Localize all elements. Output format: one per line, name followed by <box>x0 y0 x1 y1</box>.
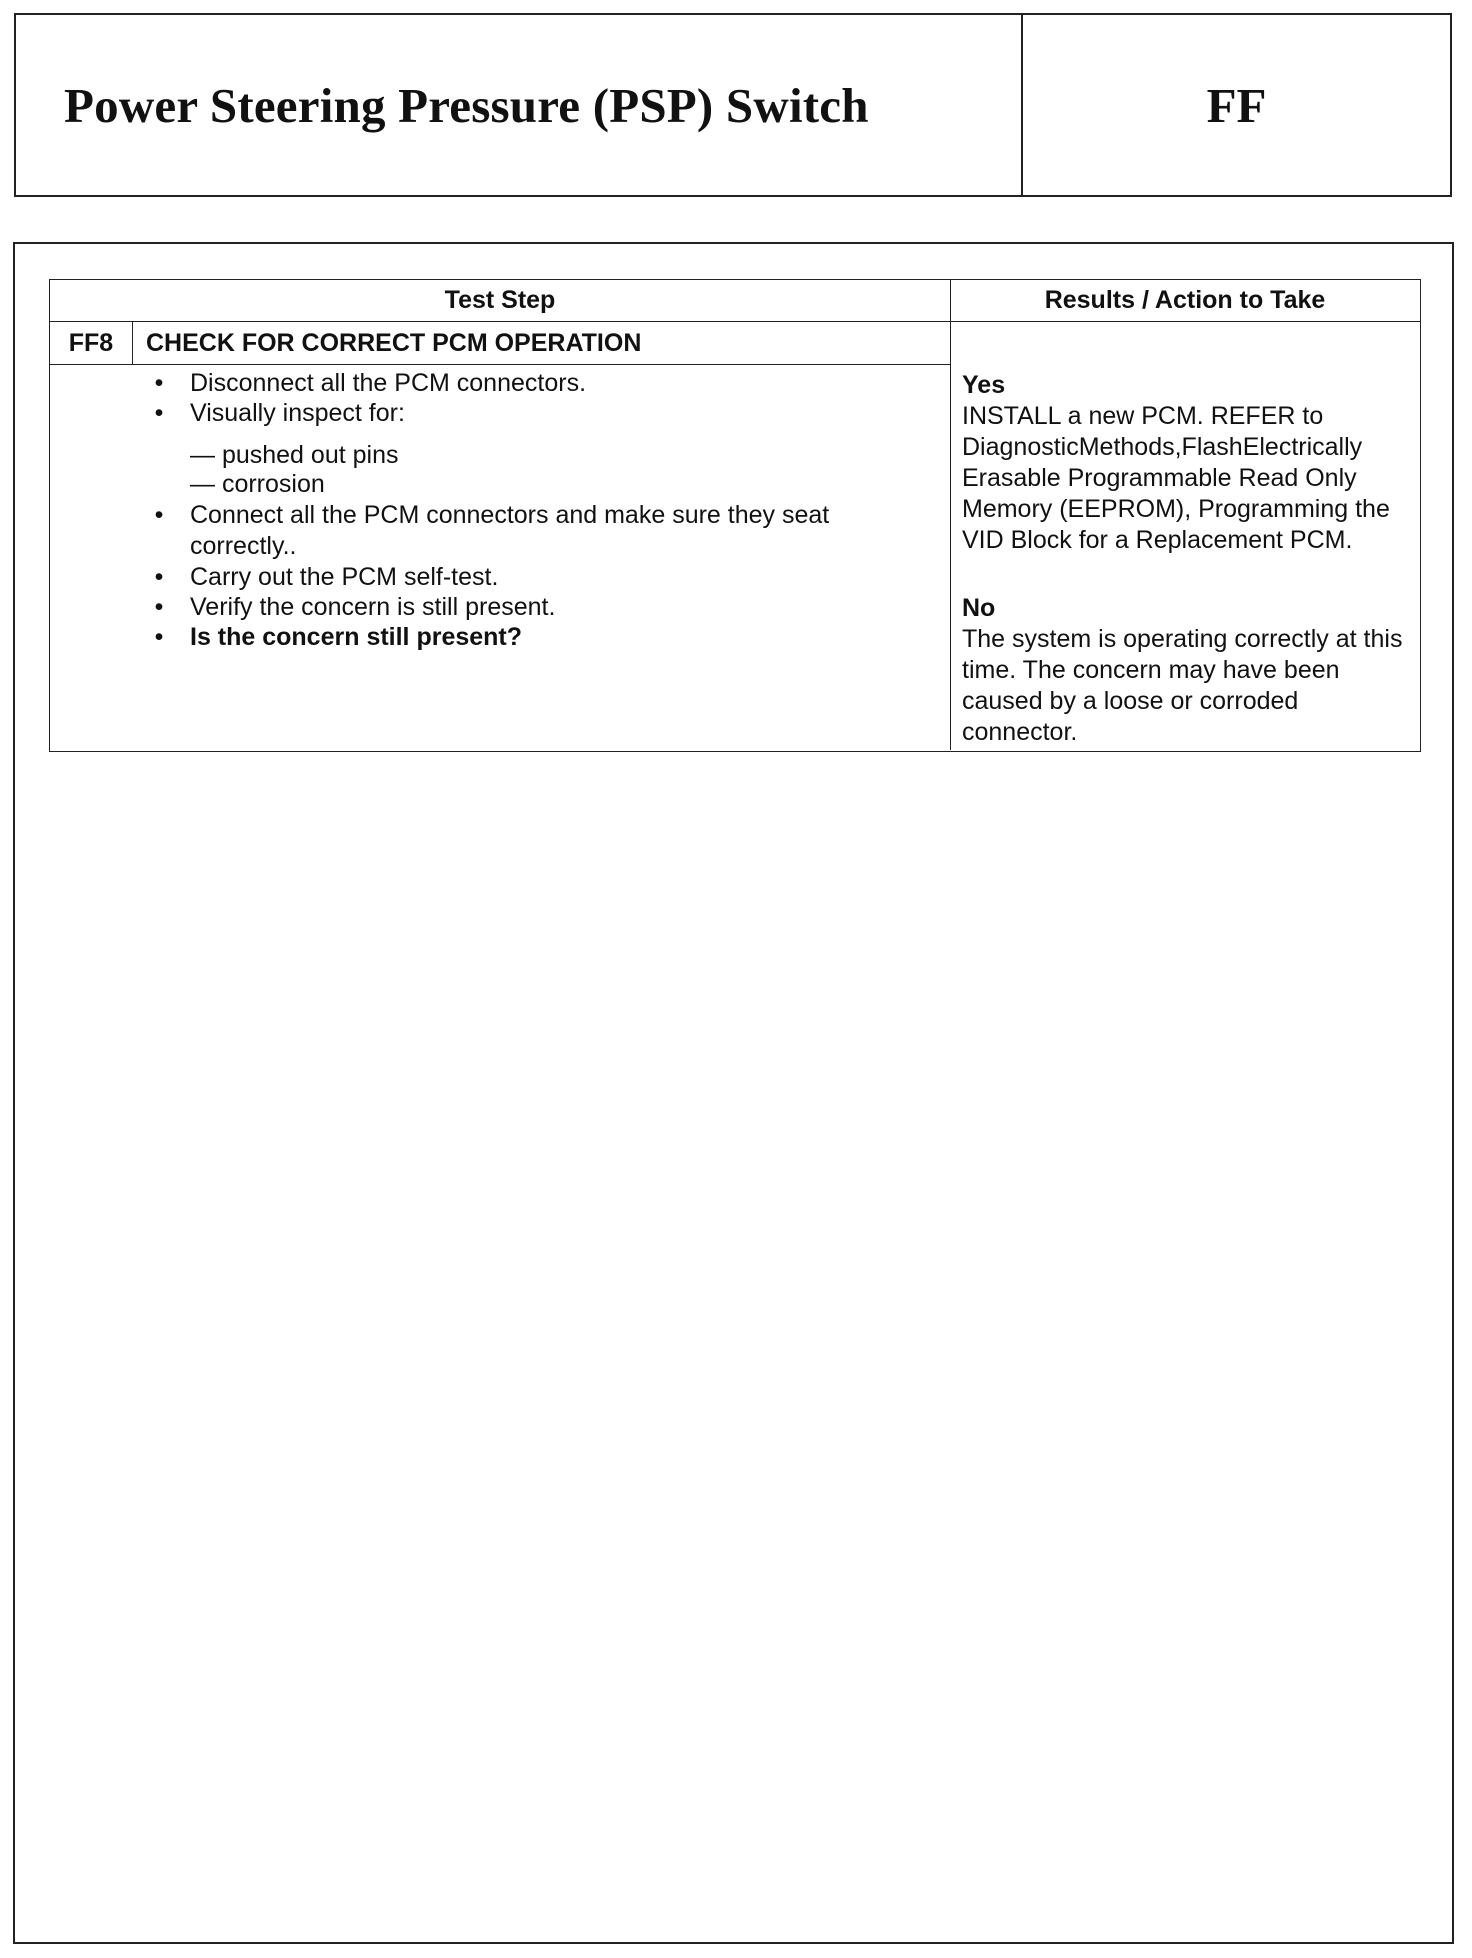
list-item-text: Verify the concern is still present. <box>190 593 556 621</box>
bullet-icon: • <box>154 623 164 651</box>
result-no-label: No <box>962 594 996 622</box>
bullet-icon: • <box>154 501 164 529</box>
list-item-text: Connect all the PCM connectors and make sure they seat correctly.. <box>190 501 830 560</box>
section-code: FF <box>1206 77 1267 133</box>
list-item-text: Is the concern still present? <box>190 623 523 651</box>
result-yes-text: INSTALL a new PCM. REFER to DiagnosticMethods,FlashElectrically Erasable Programmable Read Only Memory (EEPROM), Programming the VID Block for a Replacement PCM. <box>962 402 1390 554</box>
list-item-text: Visually inspect for: <box>190 399 405 427</box>
column-header-test-step: Test Step <box>444 286 556 314</box>
sub-list-item: — pushed out pins <box>190 441 399 469</box>
step-id-divider <box>132 321 133 364</box>
list-item-text: Disconnect all the PCM connectors. <box>190 369 587 397</box>
bullet-icon: • <box>154 369 164 397</box>
step-title-divider <box>50 364 950 365</box>
page-header <box>14 13 1452 197</box>
bullet-icon: • <box>154 563 164 591</box>
page-title: Power Steering Pressure (PSP) Switch <box>16 15 1023 195</box>
column-divider <box>950 280 951 750</box>
result-no <box>962 593 1414 748</box>
bullet-icon: • <box>154 593 164 621</box>
sub-list-item: — corrosion <box>190 470 325 498</box>
result-yes-label: Yes <box>962 371 1006 399</box>
step-id: FF8 <box>68 328 114 357</box>
test-step-table <box>49 279 1421 752</box>
column-header-results: Results / Action to Take <box>1044 286 1326 314</box>
bullet-icon: • <box>154 399 164 427</box>
content-frame <box>13 242 1454 1944</box>
list-item-text: Carry out the PCM self-test. <box>190 563 499 591</box>
result-yes <box>962 370 1414 556</box>
result-no-text: The system is operating correctly at this time. The concern may have been caused by a loose or corroded connector. <box>962 625 1403 746</box>
step-title: CHECK FOR CORRECT PCM OPERATION <box>146 328 642 357</box>
